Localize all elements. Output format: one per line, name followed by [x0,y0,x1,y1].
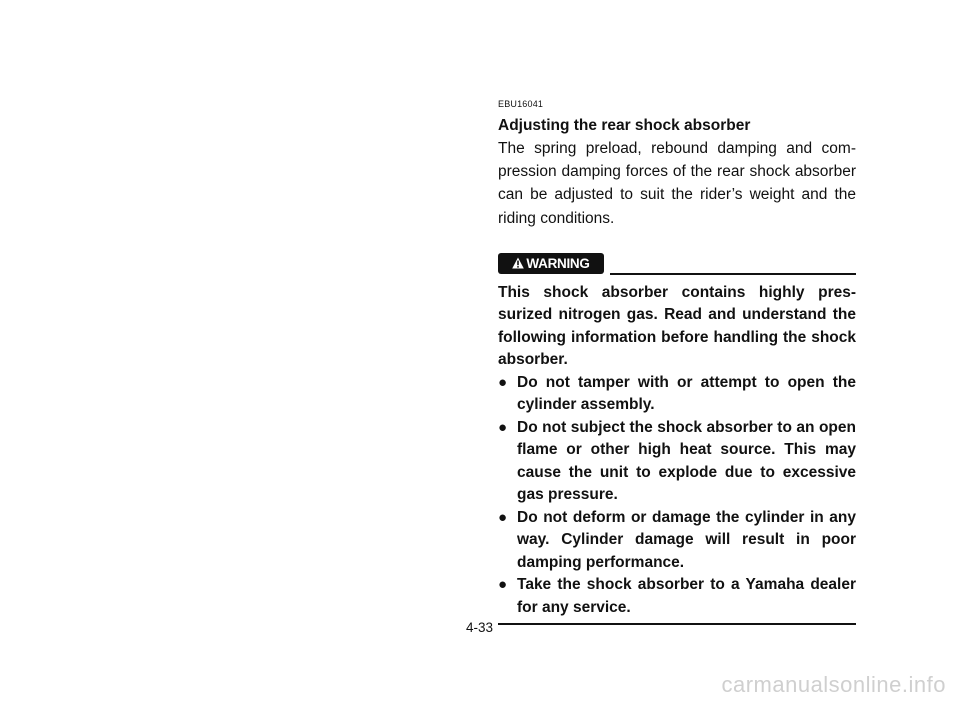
section-body: The spring preload, rebound damping and com-pression damping forces of the rear shock absorber can be adjusted to suit the rider’s weight and the riding conditions. [498,140,856,227]
bullet-icon: ● [498,418,508,436]
warning-bullet-text: Take the shock absorber to a Yamaha dealer for any service. [517,576,856,616]
warning-badge [498,253,604,274]
manual-page-column [498,98,856,625]
warning-triangle-icon [512,257,524,269]
warning-bottom-rule [498,623,856,625]
warning-bullet-text: Do not subject the shock absorber to an open flame or other high heat source. This may cause the unit to explode due to excessive gas pressure. [517,418,856,504]
bullet-icon: ● [498,508,508,526]
section-code: EBU16041 [498,99,544,109]
bullet-icon: ● [498,576,508,594]
page-number: 4-33 [466,620,494,635]
warning-body [498,282,856,626]
section-heading: Adjusting the rear shock absorber [498,117,751,134]
warning-bullet-item [498,417,856,507]
warning-label: WARNING [526,255,590,271]
warning-bullet-list [498,372,856,620]
warning-bullet-item [498,574,856,619]
warning-bullet-item [498,507,856,575]
warning-bullet-text: Do not tamper with or attempt to open the cylinder assembly. [517,373,856,414]
bullet-icon: ● [498,373,508,391]
warning-intro: This shock absorber contains highly pres-surized nitrogen gas. Read and understand the following information before handling the shock absorber. [498,283,856,369]
watermark: carmanualsonline.info [721,672,946,697]
warning-top-rule [610,273,856,275]
warning-bullet-item [498,372,856,417]
warning-bullet-text: Do not deform or damage the cylinder in any way. Cylinder damage will result in poor damping performance. [517,508,856,571]
warning-header [498,253,856,275]
